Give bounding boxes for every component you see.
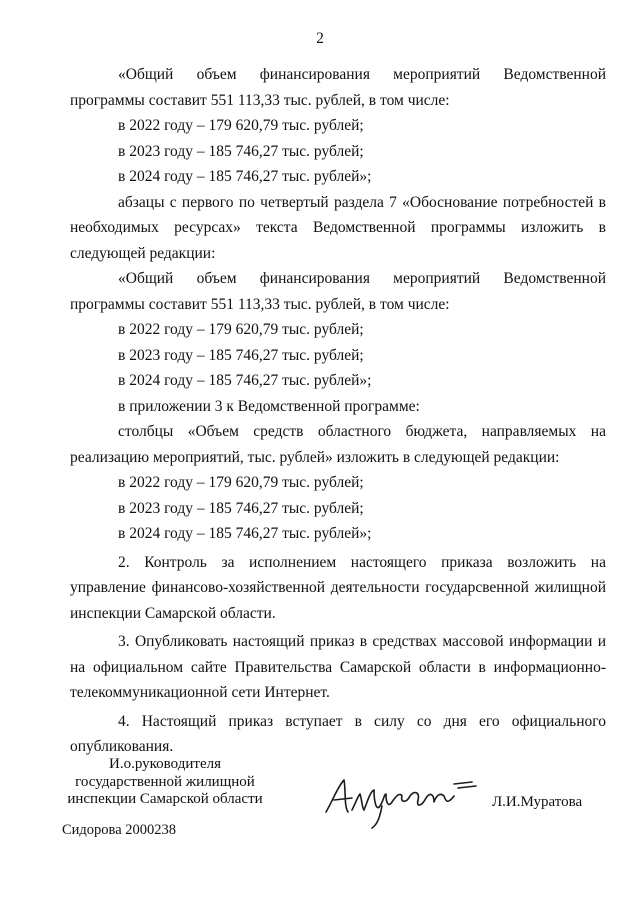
paragraph-2022-2: в 2022 году – 179 620,79 тыс. рублей; [118,321,364,338]
page-number: 2 [316,30,324,47]
handwritten-signature [322,772,482,830]
paragraph-2024-3: в 2024 году – 185 746,27 тыс. рублей»; [118,525,372,542]
paragraph-columns-change: столбцы «Объем средств областного бюджета, направляемых на реализацию мероприятий, тыс. рублей» изложить в следующей редакции: [70,423,606,466]
paragraph-item-2-control: 2. Контроль за исполнением настоящего приказа возложить на управление финансово-хозяйственной деятельности государсвенной жилищной инспекции Самарской области. [70,553,606,622]
paragraph-2024-2: в 2024 году – 185 746,27 тыс. рублей»; [118,372,372,389]
paragraph-funding-total-2: «Общий объем финансирования мероприятий Ведомственной программы составит 551 113,33 тыс. рублей, в том числе: [70,270,606,313]
signatory-position-line3: инспекции Самарской области [67,791,263,807]
document-body [70,62,606,760]
signatory-position-line2: государственной жилищной [75,773,255,790]
executor-contact: Сидорова 2000238 [62,822,177,838]
paragraph-2024-1: в 2024 году – 185 746,27 тыс. рублей»; [118,168,372,185]
paragraph-item-3-publish: 3. Опубликовать настоящий приказ в средствах массовой информации и на официальном сайте Правительства Самарской области в информационно-телекоммуникационной сети Интернет. [70,633,606,701]
paragraph-funding-total-1: «Общий объем финансирования мероприятий Ведомственной программы составит 551 113,33 тыс. рублей, в том числе: [70,66,606,109]
signatory-position [60,756,270,809]
paragraph-appendix3: в приложении 3 к Ведомственной программе: [118,397,420,415]
paragraph-2022-1: в 2022 году – 179 620,79 тыс. рублей; [118,117,364,134]
signer-name: Л.И.Муратова [492,794,583,810]
paragraph-2022-3: в 2022 году – 179 620,79 тыс. рублей; [118,474,364,491]
signatory-position-line1: И.о.руководителя [109,756,221,772]
paragraph-2023-2: в 2023 году – 185 746,27 тыс. рублей; [118,346,364,364]
paragraph-2023-3: в 2023 году – 185 746,27 тыс. рублей; [118,499,364,517]
paragraph-2023-1: в 2023 году – 185 746,27 тыс. рублей; [118,142,364,160]
paragraph-item-4-effect: 4. Настоящий приказ вступает в силу со дня его официального опубликования. [70,712,606,755]
paragraph-section7-change: абзацы с первого по четвертый раздела 7 «Обоснование потребностей в необходимых ресурсах» текста Ведомственной программы изложить в следующей редакции: [70,193,606,262]
